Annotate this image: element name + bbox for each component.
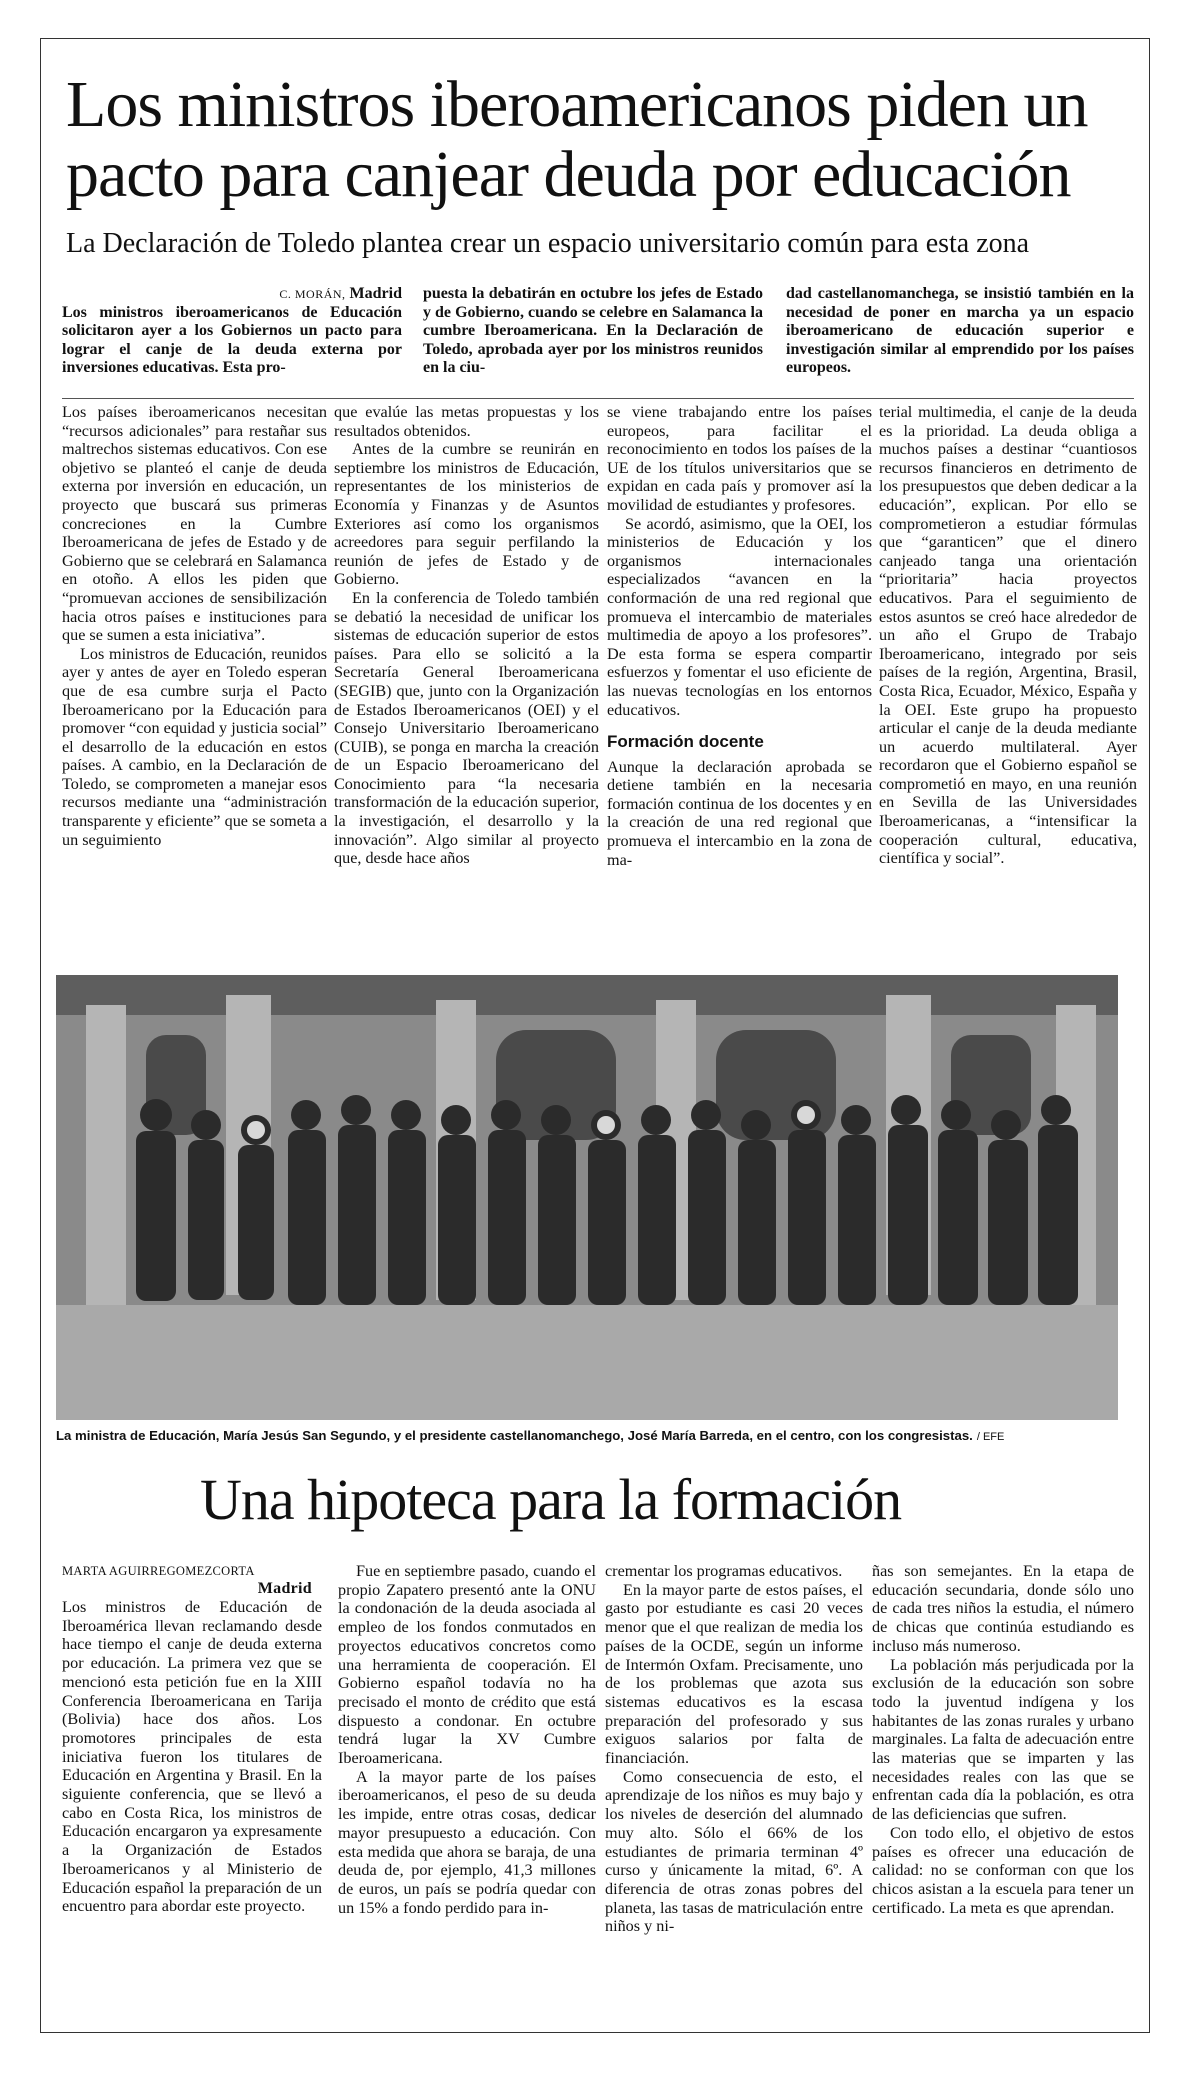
paragraph: A la mayor parte de los países iberoamericanos, el peso de su deuda les impide, entre otras cosas, dedicar mayor presupuesto a educación. Con esta medida que ahora se baraja, de una deuda de, por ejemplo, 41,3 millones de euros, un país se podría quedar con un 15% a fondo perdido para in- <box>338 1767 596 1917</box>
photo-illustration <box>56 975 1118 1420</box>
article2-column-4 <box>872 1562 1134 2028</box>
article2-column-3 <box>605 1562 863 2028</box>
group-photo <box>56 975 1118 1420</box>
lead-text-2: puesta la debatirán en octubre los jefes de Estado y de Gobierno, cuando se celebre en Salamanca la cumbre Iberoamericana. En la Declaración de Toledo, aprobada ayer por los ministros reunidos en la ciu- <box>423 285 763 377</box>
subheadline: La Declaración de Toledo plantea crear un espacio universitario común para esta zona <box>66 228 1030 259</box>
paragraph: Como consecuencia de esto, el aprendizaje de los niños es muy bajo y los niveles de deserción del alumnado muy alto. Sólo el 66% de los estudiantes de primaria terminan 4º curso y únicamente la mitad, 6º. A diferencia de otras zonas pobres del planeta, las tasas de matriculación entre niños y ni- <box>605 1767 863 1936</box>
paragraph: terial multimedia, el canje de la deuda es la prioridad. La deuda obliga a muchos países a destinar “cuantiosos recursos financieros en detrimento de los presupuestos que deben dedicar a la educación”, explican. Por ello se comprometieron a estudiar fórmulas que “garanticen” que el dinero canjeado tanga una orientación “prioritaria” hacia proyectos educativos. Para el seguimiento de estos asuntos se creó hace alrededor de un año el Grupo de Trabajo Iberoamericano, integrado por seis países de la región, Argentina, Brasil, Costa Rica, Ecuador, México, España y la OEI. Este grupo ha propuesto articular el canje de la deuda mediante un acuerdo multilateral. Ayer recordaron que el Gobierno español se comprometió en mayo, en una reunión en Sevilla de las Universidades Iberoamericanas, a “intensificar la cooperación cultural, educativa, científica y social”. <box>879 403 1137 868</box>
paragraph: ñas son semejantes. En la etapa de educación secundaria, donde sólo uno de cada tres niños la estudia, el número de chicas que continúa estudiando es incluso más numeroso. <box>872 1562 1134 1655</box>
paragraph: Los países iberoamericanos necesitan “recursos adicionales” para restañar sus maltrechos sistemas educativos. Con ese objetivo se planteó el canje de deuda externa por inversión en educación, un proyecto que buscará sus primeras concreciones en la Cumbre Iberoamericana de jefes de Estado y de Gobierno que se celebrará en Salamanca en otoño. A ellos les piden que “promuevan acciones de sensibilización hacia otros países e instituciones para que se sumen a esta iniciativa”. <box>62 403 327 645</box>
paragraph: En la mayor parte de estos países, el gasto por estudiante es casi 20 veces menor que el que realizan de media los países de la OCDE, según un informe de Intermón Oxfam. Precisamente, uno de los problemas que azota sus sistemas educativos es la escasa preparación del profesorado y sus exiguos salarios por falta de financiación. <box>605 1580 863 1768</box>
article1-column-4 <box>879 403 1137 968</box>
lead-text-1: Los ministros iberoamericanos de Educación solicitaron ayer a los Gobiernos un pacto para lograr el canje de la deuda externa por inversiones educativas. Esta pro- <box>62 303 402 377</box>
article1-column-3 <box>607 403 872 968</box>
byline-2 <box>62 1562 312 1598</box>
byline <box>62 285 402 304</box>
paragraph: Antes de la cumbre se reunirán en septiembre los ministros de Educación, representantes de los ministerios de Economía y Finanzas y de Asuntos Exteriores así como los organismos acreedores para seguir perfilando la reunión de jefes de Estado y de Gobierno. <box>334 440 599 589</box>
author: C. MORÁN, <box>279 287 346 301</box>
paragraph: Aunque la declaración aprobada se detiene también en la necesaria formación continua de los docentes y en la creación de una red regional que promueva el intercambio en la zona de ma- <box>607 757 872 869</box>
location-2: Madrid <box>257 1580 312 1597</box>
headline-2: Una hipoteca para la formación <box>200 1467 902 1532</box>
author-2: MARTA AGUIRREGOMEZCORTA <box>62 1564 255 1578</box>
paragraph: La población más perjudicada por la exclusión de la educación son sobre todo la juventud indígena y los habitantes de las zonas rurales y urbano marginales. La falta de adecuación entre las materias que se imparten y las necesidades reales con las que se enfrentan cada día la población, es otra de las deficiencias que sufren. <box>872 1655 1134 1824</box>
article2-column-1 <box>62 1598 322 2028</box>
paragraph: que evalúe las metas propuestas y los resultados obtenidos. <box>334 403 599 440</box>
lead-divider <box>62 398 1134 399</box>
paragraph: se viene trabajando entre los países europeos, para facilitar el reconocimiento en todos los países de la UE de los títulos universitarios que se expidan en cada país y promover así la movilidad de estudiantes y profesores. <box>607 403 872 514</box>
location: Madrid <box>349 285 402 302</box>
lead-column-2 <box>423 285 763 397</box>
article2-column-2 <box>338 1562 596 2028</box>
article1-column-1 <box>62 403 327 968</box>
lead-text-3: dad castellanomanchega, se insistió también en la necesidad de poner en marcha ya un espacio iberoamericano de educación superior e investigación similar al emprendido por los países europeos. <box>786 285 1134 377</box>
paragraph: Los ministros de Educación de Iberoamérica llevan reclamando desde hace tiempo el canje de deuda externa por educación. La primera vez que se mencionó esta petición fue en la XIII Conferencia Iberoamericana en Tarija (Bolivia) hace dos años. Los promotores principales de esta iniciativa fueron los titulares de Educación en Argentina y Brasil. En la siguiente conferencia, que se llevó a cabo en Costa Rica, los ministros de Educación encargaron ya expresamente a la Organización de Estados Iberoamericanos y al Ministerio de Educación español la preparación de un encuentro para abordar este proyecto. <box>62 1598 322 1916</box>
lead-column-1 <box>62 285 402 397</box>
photo-credit: / EFE <box>976 1431 1005 1443</box>
paragraph: Los ministros de Educación, reunidos ayer y antes de ayer en Toledo esperan que de esa cumbre surja el Pacto Iberoamericano por la Educación para promover “con equidad y justicia social” el desarrollo de la educación en estos países. A cambio, en la Declaración de Toledo, se comprometen a manejar esos recursos mediante una “administración transparente y eficiente” que se someta a un seguimiento <box>62 644 327 849</box>
lead-column-3 <box>786 285 1134 397</box>
caption-text: La ministra de Educación, María Jesús San Segundo, y el presidente castellanomanchego, José María Barreda, en el centro, con los congresistas. <box>56 1428 973 1443</box>
photo-caption <box>56 1428 1126 1445</box>
paragraph: crementar los programas educativos. <box>605 1562 843 1580</box>
article1-column-2 <box>334 403 599 968</box>
paragraph: Fue en septiembre pasado, cuando el propio Zapatero presentó ante la ONU la condonación de la deuda asociada al empleo de los fondos conmutados en proyectos educativos concretos como una herramienta de cooperación. El Gobierno español todavía no ha precisado el monto de crédito que está dispuesto a condonar. En octubre tendrá lugar la XV Cumbre Iberoamericana. <box>338 1562 596 1768</box>
paragraph: Con todo ello, el objetivo de estos países es ofrecer una educación de calidad: no se conforman con que los chicos asistan a la escuela para tener un certificado. La meta es que aprendan. <box>872 1823 1134 1917</box>
section-heading: Formación docente <box>607 732 764 752</box>
headline: Los ministros iberoamericanos piden un pacto para canjear deuda por educación <box>66 68 1088 211</box>
paragraph: Se acordó, asimismo, que la OEI, los ministerios de Educación y los organismos internacionales especializados “avancen en la conformación de una red regional que promueva el intercambio de materiales multimedia de apoyo a los profesores”. De esta forma se espera compartir esfuerzos y fomentar el uso eficiente de las nuevas tecnologías en los entornos educativos. <box>607 514 872 719</box>
paragraph: En la conferencia de Toledo también se debatió la necesidad de unificar los sistemas de educación superior de estos países. Para ello se solicitó a la Secretaría General Iberoamericana (SEGIB) que, junto con la Organización de Estados Iberoamericanos (OEI) y el Consejo Universitario Iberoamericano (CUIB), se ponga en marcha la creación de un Espacio Iberoamericano del Conocimiento para “la necesaria transformación de la educación superior, la investigación, el desarrollo y la innovación”. Algo similar al proyecto que, desde hace años <box>334 588 599 868</box>
